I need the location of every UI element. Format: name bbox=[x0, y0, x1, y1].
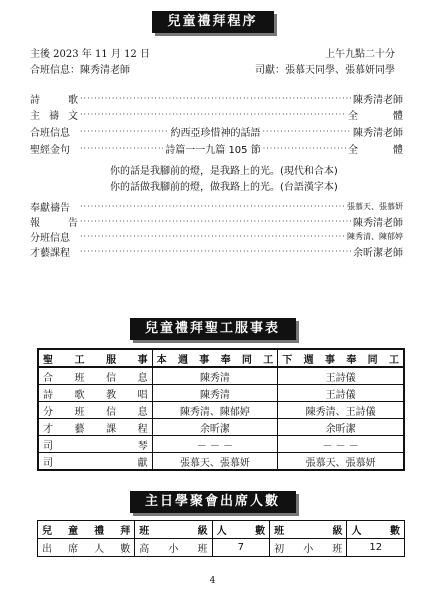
table-cell bbox=[152, 419, 278, 436]
table-cell bbox=[38, 349, 152, 367]
table-cell bbox=[152, 402, 278, 419]
table-header-row bbox=[38, 521, 405, 539]
dot-leader bbox=[263, 143, 346, 154]
table-cell bbox=[38, 385, 152, 402]
table-cell bbox=[152, 436, 278, 453]
cell-text: 張慕天、張慕妍 bbox=[305, 457, 376, 469]
program-label: 主 禱 文 bbox=[30, 111, 78, 122]
program-row bbox=[30, 245, 403, 258]
cell-text: 聖 工 服 事 bbox=[43, 354, 148, 366]
page-number: 4 bbox=[209, 576, 216, 586]
table-cell bbox=[152, 453, 278, 471]
table-cell bbox=[38, 436, 152, 453]
offering-servers: 司獻：張慕天同學、張慕妍同學 bbox=[255, 65, 395, 76]
dot-leader bbox=[80, 201, 345, 212]
cell-text: 余昕潔 bbox=[325, 423, 356, 435]
program-label: 分班信息 bbox=[30, 233, 70, 244]
table-cell bbox=[152, 367, 278, 385]
cell-text: 班 級 bbox=[274, 526, 343, 537]
program-person: 余昕潔老師 bbox=[353, 248, 403, 259]
table-cell bbox=[278, 402, 404, 419]
cell-text: 陳秀清、陳郁婷 bbox=[179, 406, 250, 418]
cell-text: 才 藝 課 程 bbox=[43, 423, 148, 435]
cell-text: 合 班 信 息 bbox=[43, 372, 148, 384]
service-time: 上午九點二十分 bbox=[325, 49, 395, 60]
program-person: 全 體 bbox=[348, 111, 403, 122]
table-row bbox=[38, 367, 404, 385]
dot-leader bbox=[80, 93, 351, 104]
table-cell bbox=[270, 521, 347, 539]
cell-text: 人 數 bbox=[351, 526, 400, 537]
cell-text: 分 班 信 息 bbox=[43, 406, 148, 418]
cell-text: 王詩儀 bbox=[325, 389, 356, 401]
program-detail: 約西亞珍惜神的話語 bbox=[170, 128, 261, 139]
table-row bbox=[38, 402, 404, 419]
program-label: 詩 歌 bbox=[30, 95, 78, 106]
cell-text: 本 週 事 奉 同 工 bbox=[156, 354, 274, 366]
cell-text: 王詩儀 bbox=[325, 372, 356, 384]
table-cell bbox=[135, 539, 212, 557]
cell-text: 班 級 bbox=[139, 526, 208, 537]
cell-text: 出 席 人 數 bbox=[42, 544, 131, 555]
table-cell bbox=[347, 521, 405, 539]
program-detail: 詩篇一一九篇 105 節 bbox=[165, 145, 261, 156]
program-row bbox=[30, 215, 403, 228]
table-cell bbox=[38, 367, 152, 385]
attendance-table bbox=[37, 520, 405, 557]
table-cell bbox=[212, 539, 270, 557]
table-cell bbox=[38, 539, 135, 557]
dot-leader bbox=[80, 109, 346, 120]
program-row bbox=[30, 230, 403, 243]
program-row bbox=[30, 142, 403, 155]
cell-text: 兒 童 禮 拜 bbox=[42, 526, 131, 537]
cell-text: 詩 歌 教 唱 bbox=[43, 389, 148, 401]
program-label: 報 告 bbox=[30, 218, 78, 229]
table-cell bbox=[278, 436, 404, 453]
dot-leader bbox=[80, 216, 351, 227]
table-cell bbox=[135, 521, 212, 539]
cell-text: 7 bbox=[237, 542, 244, 553]
program-row bbox=[30, 200, 403, 213]
cell-text: 初 小 班 bbox=[274, 544, 343, 555]
cell-text: 司 獻 bbox=[43, 457, 148, 469]
table-cell bbox=[38, 521, 135, 539]
table-cell bbox=[278, 349, 404, 367]
verse-line-1: 你的話是我腳前的燈，是我路上的光。(現代和合本) bbox=[110, 166, 338, 177]
cell-text: 張慕天、張慕妍 bbox=[179, 457, 250, 469]
program-row bbox=[30, 92, 403, 105]
program-person: 陳秀清老師 bbox=[353, 128, 403, 139]
program-label: 聖經金句 bbox=[30, 145, 70, 156]
dot-leader bbox=[80, 126, 169, 137]
program-person: 陳秀清老師 bbox=[353, 95, 403, 106]
program-label: 奉獻禱告 bbox=[30, 203, 70, 214]
program-person: 張慕天、張慕妍 bbox=[347, 202, 403, 211]
attendance-title-banner: 主日學聚會出席人數 bbox=[130, 491, 296, 513]
service-date: 主後 2023 年 11 月 12 日 bbox=[30, 49, 150, 60]
cell-text: 高 小 班 bbox=[139, 544, 208, 555]
cell-text: 12 bbox=[369, 542, 383, 553]
cell-text: 陳秀清、王詩儀 bbox=[305, 406, 376, 418]
table-cell bbox=[152, 349, 278, 367]
program-label: 才藝課程 bbox=[30, 248, 70, 259]
table-cell bbox=[270, 539, 347, 557]
program-row bbox=[30, 108, 403, 121]
order-title-banner: 兒童禮拜程序 bbox=[152, 11, 274, 33]
table-row bbox=[38, 453, 404, 471]
program-person: 全 體 bbox=[347, 145, 403, 156]
class-info-speaker: 合班信息：陳秀清老師 bbox=[30, 65, 130, 76]
table-cell bbox=[278, 453, 404, 471]
table-row bbox=[38, 385, 404, 402]
dot-leader bbox=[80, 246, 351, 257]
table-cell bbox=[278, 419, 404, 436]
table-row bbox=[38, 436, 404, 453]
workers-table bbox=[37, 348, 405, 471]
table-cell bbox=[38, 419, 152, 436]
cell-text: 人 數 bbox=[216, 526, 266, 537]
table-cell bbox=[347, 539, 405, 557]
table-cell bbox=[152, 385, 278, 402]
table-cell bbox=[278, 385, 404, 402]
table-cell bbox=[38, 453, 152, 471]
cell-text: － － － bbox=[196, 440, 234, 452]
table-cell bbox=[38, 402, 152, 419]
cell-text: 下 週 事 奉 同 工 bbox=[282, 354, 399, 366]
cell-text: 陳秀清 bbox=[199, 389, 230, 401]
dot-leader bbox=[80, 143, 163, 154]
table-cell bbox=[212, 521, 270, 539]
table-header-row bbox=[38, 349, 404, 367]
table-row bbox=[38, 539, 405, 557]
program-person: 陳秀清、陳郁婷 bbox=[347, 232, 403, 241]
dot-leader bbox=[80, 231, 345, 242]
cell-text: 余昕潔 bbox=[199, 423, 230, 435]
program-person: 陳秀清老師 bbox=[353, 218, 403, 229]
dot-leader bbox=[263, 126, 352, 137]
verse-line-2: 你的話做我腳前的燈，做我路上的光。(台語漢字本) bbox=[110, 182, 338, 193]
cell-text: 司 琴 bbox=[43, 440, 148, 452]
workers-title-banner: 兒童禮拜聖工服事表 bbox=[130, 318, 296, 340]
cell-text: 陳秀清 bbox=[199, 372, 230, 384]
program-row bbox=[30, 125, 403, 138]
cell-text: － － － bbox=[322, 440, 359, 452]
program-label: 合班信息 bbox=[30, 128, 70, 139]
table-row bbox=[38, 419, 404, 436]
table-cell bbox=[278, 367, 404, 385]
